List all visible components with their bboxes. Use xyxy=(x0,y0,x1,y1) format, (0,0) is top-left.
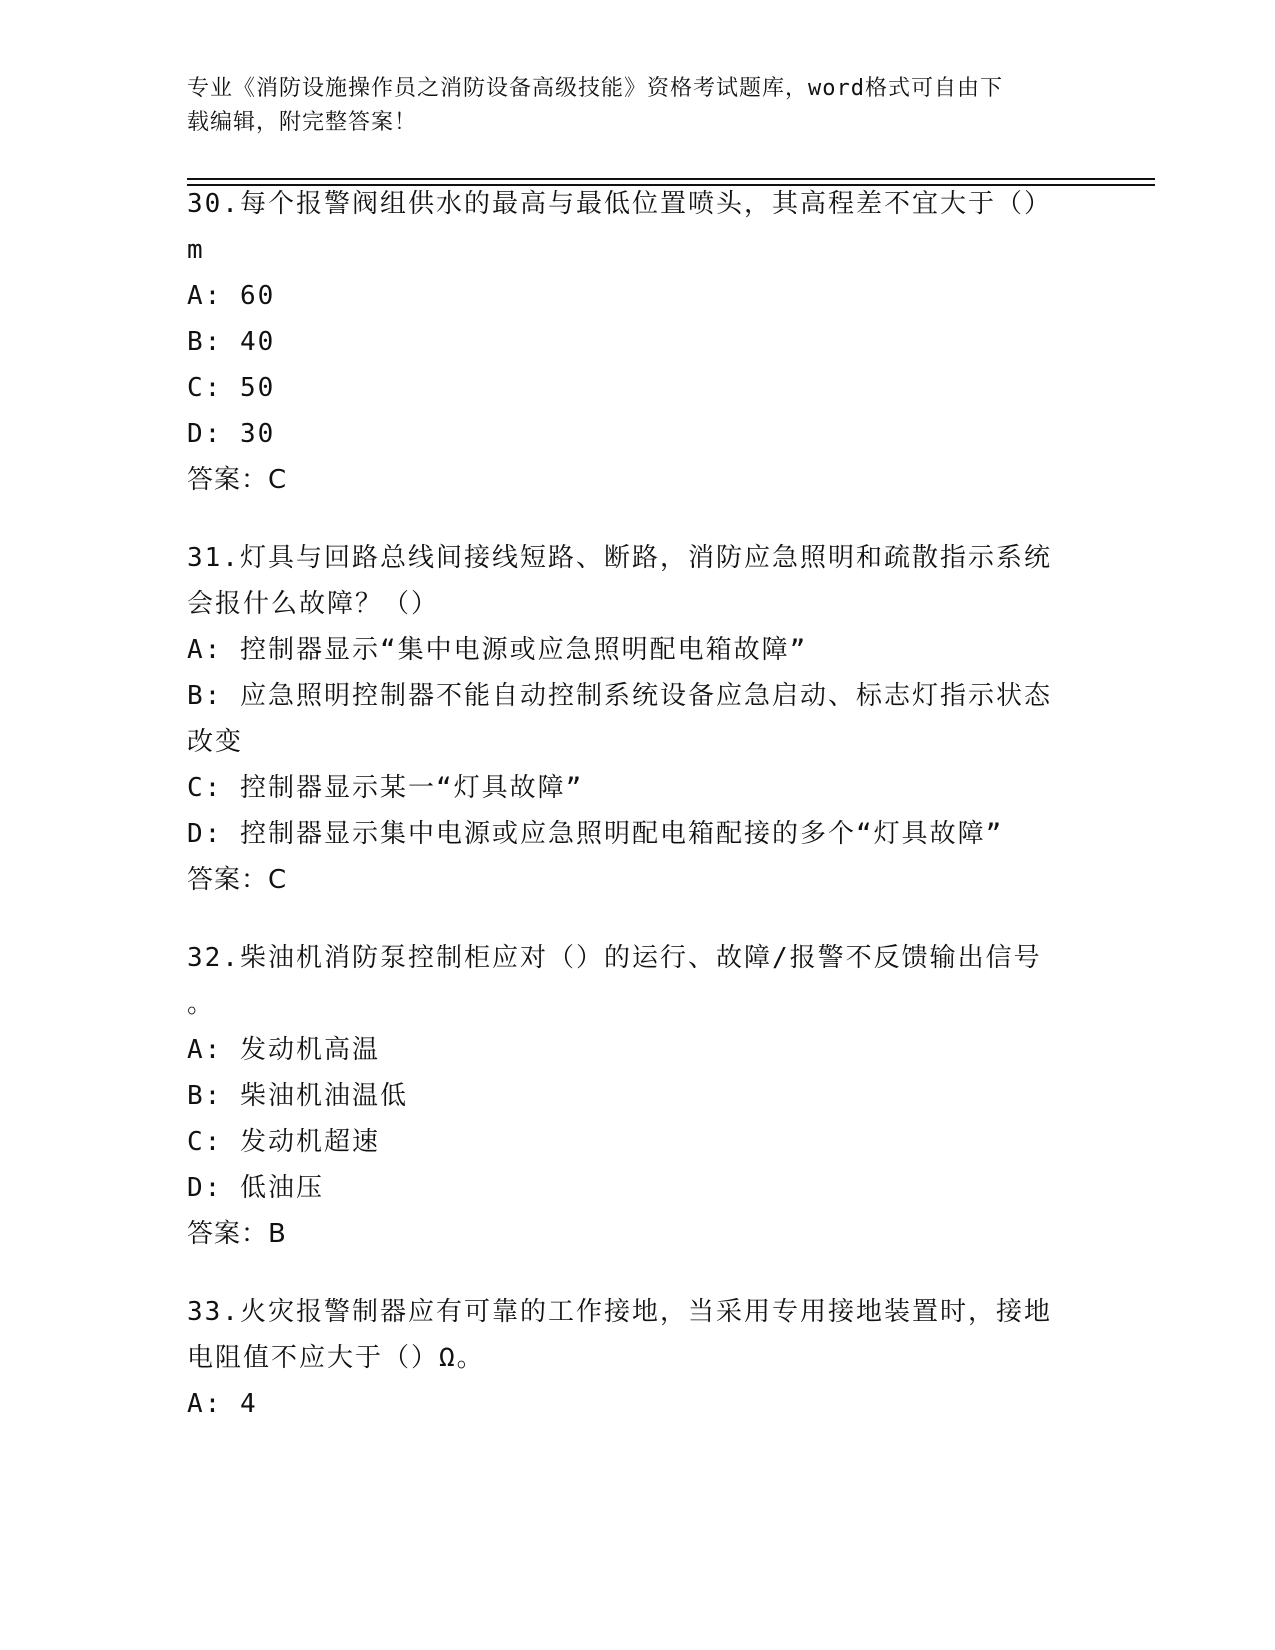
option-a: A: 4 xyxy=(187,1389,258,1419)
option-d: D: 低油压 xyxy=(187,1173,324,1203)
option-c: C: 50 xyxy=(187,373,276,403)
option-d: D: 控制器显示集中电源或应急照明配电箱配接的多个“灯具故障” xyxy=(187,819,1004,849)
question-stem: 30.每个报警阀组供水的最高与最低位置喷头，其高程差不宜大于（） xyxy=(187,189,1052,219)
document-header xyxy=(187,72,1067,140)
header-line-1: 专业《消防设施操作员之消防设备高级技能》资格考试题库，word格式可自由下 xyxy=(187,76,1003,101)
question-stem-continued: 。 xyxy=(187,989,216,1019)
question-31 xyxy=(187,535,1067,903)
option-c: C: 控制器显示某一“灯具故障” xyxy=(187,773,584,803)
option-a: A: 控制器显示“集中电源或应急照明配电箱故障” xyxy=(187,635,808,665)
option-b: B: 40 xyxy=(187,327,276,357)
option-b: B: 应急照明控制器不能自动控制系统设备应急启动、标志灯指示状态 xyxy=(187,681,1052,711)
question-stem-continued: 电阻值不应大于（）Ω。 xyxy=(187,1343,485,1373)
answer: 答案：C xyxy=(187,465,288,495)
question-stem: 33.火灾报警制器应有可靠的工作接地，当采用专用接地装置时，接地 xyxy=(187,1297,1052,1327)
header-line-2: 载编辑，附完整答案！ xyxy=(187,110,418,135)
question-stem: 31.灯具与回路总线间接线短路、断路，消防应急照明和疏散指示系统 xyxy=(187,543,1052,573)
header-divider-top xyxy=(187,178,1155,180)
question-stem-continued: m xyxy=(187,235,205,265)
answer: 答案：C xyxy=(187,865,288,895)
option-b-continued: 改变 xyxy=(187,727,244,757)
question-stem: 32.柴油机消防泵控制柜应对（）的运行、故障/报警不反馈输出信号 xyxy=(187,943,1042,973)
option-a: A: 发动机高温 xyxy=(187,1035,380,1065)
option-d: D: 30 xyxy=(187,419,276,449)
question-32 xyxy=(187,935,1067,1257)
option-c: C: 发动机超速 xyxy=(187,1127,380,1157)
option-a: A: 60 xyxy=(187,281,276,311)
question-33 xyxy=(187,1289,1067,1427)
question-30 xyxy=(187,181,1067,503)
question-stem-continued: 会报什么故障？（） xyxy=(187,589,440,619)
answer: 答案：B xyxy=(187,1219,287,1249)
option-b: B: 柴油机油温低 xyxy=(187,1081,408,1111)
